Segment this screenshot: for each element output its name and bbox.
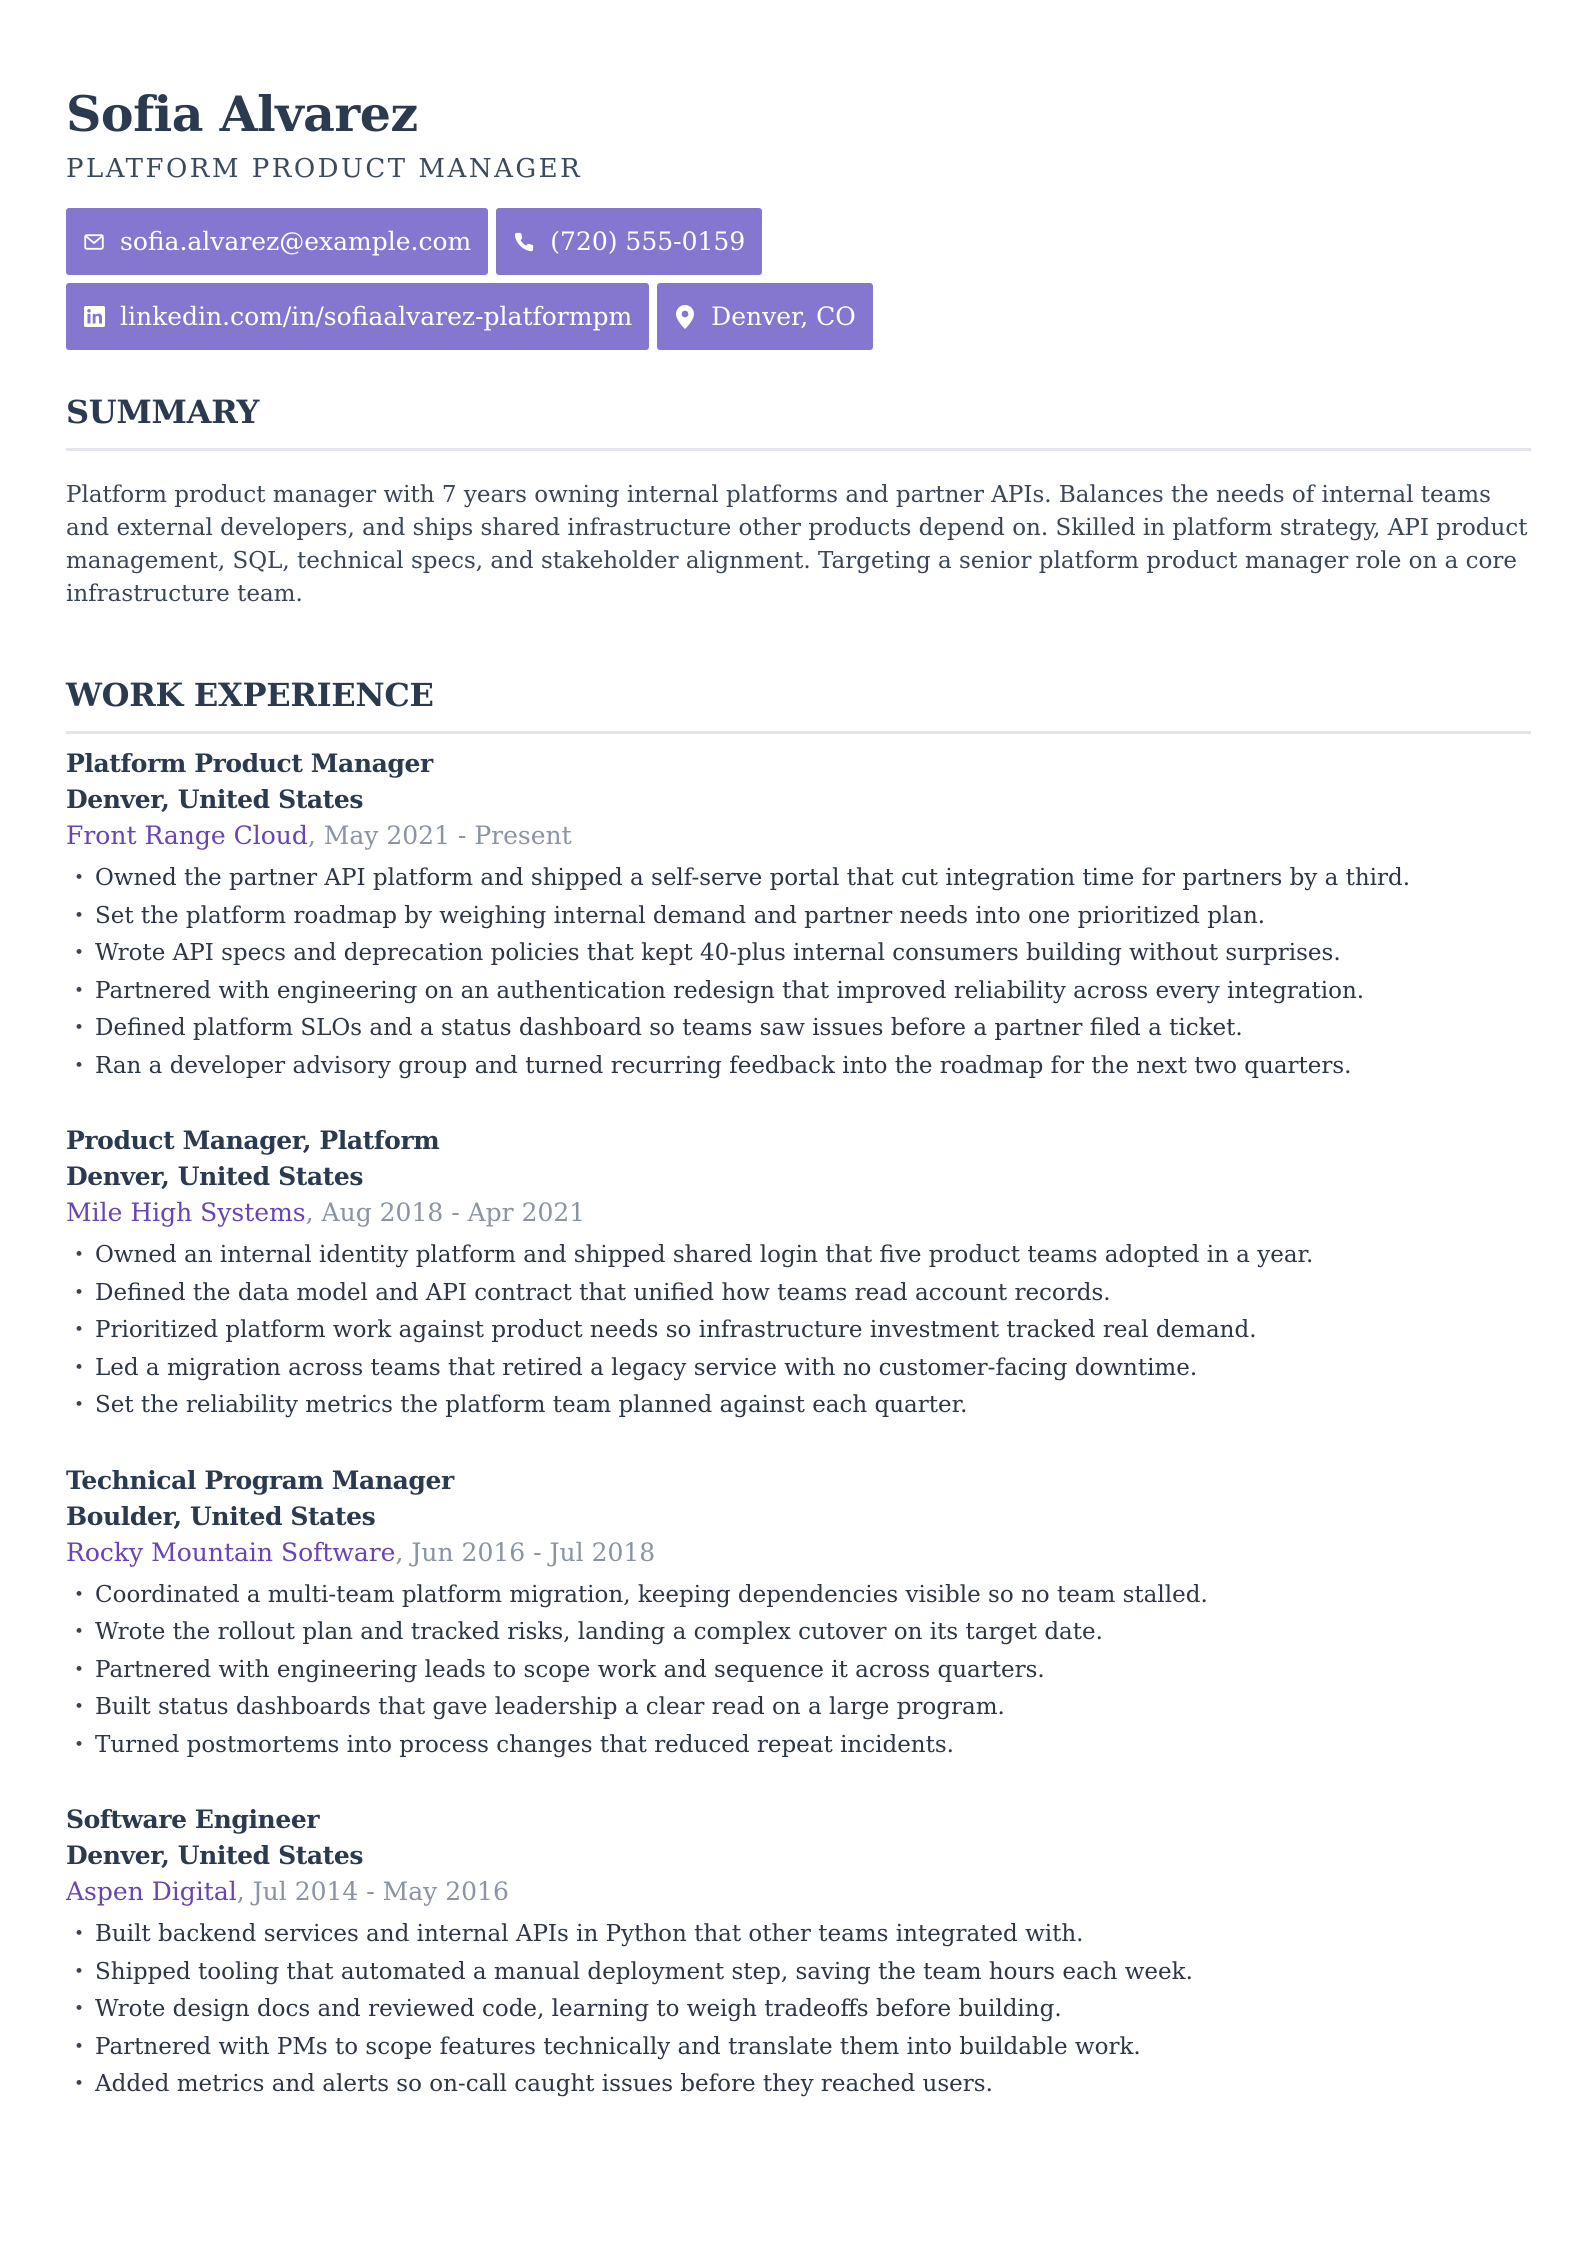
candidate-name: Sofia Alvarez bbox=[66, 85, 418, 143]
job-bullets bbox=[66, 1237, 1531, 1425]
bullet-item: • Turned postmortems into process changes that reduced repeat incidents. bbox=[66, 1727, 1531, 1765]
bullet-item: • Coordinated a multi-team platform migration, keeping dependencies visible so no team stalled. bbox=[66, 1577, 1531, 1615]
summary-section bbox=[66, 390, 1531, 611]
location-text: Denver, CO bbox=[711, 302, 856, 331]
section-title: WORK EXPERIENCE bbox=[66, 676, 434, 714]
bullet-item: • Prioritized platform work against product needs so infrastructure investment tracked real demand. bbox=[66, 1312, 1531, 1350]
bullet-item: • Partnered with engineering leads to scope work and sequence it across quarters. bbox=[66, 1652, 1531, 1690]
job-title: Platform Product Manager bbox=[66, 749, 433, 778]
section-divider bbox=[66, 448, 1531, 451]
experience-section bbox=[66, 673, 1531, 2104]
contact-list bbox=[66, 208, 1531, 350]
job-dates: Jun 2016 - Jul 2018 bbox=[411, 1537, 656, 1567]
location-pin-icon bbox=[673, 305, 697, 329]
job-entry bbox=[66, 1802, 1531, 2104]
candidate-headline: PLATFORM PRODUCT MANAGER bbox=[66, 154, 583, 184]
summary-text: Platform product manager with 7 years owning internal platforms and partner APIs. Balances the needs of internal teams and external developers, and ships shared infrastructure other products depend on. Skilled in platform strategy, API product management, SQL, technical specs, and stakeholder alignment. Targeting a senior platform product manager role on a core infrastructure team. bbox=[66, 482, 1528, 607]
contact-row bbox=[66, 283, 1531, 350]
job-dates: May 2021 - Present bbox=[323, 821, 572, 850]
job-dates: Aug 2018 - Apr 2021 bbox=[321, 1198, 586, 1227]
job-meta: Front Range Cloud, May 2021 - Present bbox=[66, 821, 572, 850]
bullet-item: • Wrote API specs and deprecation policies that kept 40-plus internal consumers building without surprises. bbox=[66, 935, 1531, 973]
job-entry bbox=[66, 1123, 1531, 1425]
bullet-item: • Defined the data model and API contract that unified how teams read account records. bbox=[66, 1275, 1531, 1313]
bullet-item: • Shipped tooling that automated a manual deployment step, saving the team hours each week. bbox=[66, 1954, 1531, 1992]
job-location: Denver, United States bbox=[66, 785, 363, 814]
job-title: Product Manager, Platform bbox=[66, 1126, 440, 1155]
bullet-item: • Ran a developer advisory group and turned recurring feedback into the roadmap for the next two quarters. bbox=[66, 1048, 1531, 1086]
job-entry bbox=[66, 1463, 1531, 1765]
job-dates: Jul 2014 - May 2016 bbox=[252, 1877, 509, 1906]
linkedin-chip[interactable] bbox=[66, 283, 649, 350]
bullet-item: • Wrote the rollout plan and tracked risks, landing a complex cutover on its target date. bbox=[66, 1614, 1531, 1652]
phone-chip[interactable] bbox=[496, 208, 762, 275]
job-title: Software Engineer bbox=[66, 1805, 320, 1834]
contact-row bbox=[66, 208, 1531, 275]
bullet-item: • Built backend services and internal APIs in Python that other teams integrated with. bbox=[66, 1916, 1531, 1954]
company-name: Front Range Cloud bbox=[66, 821, 308, 850]
job-bullets bbox=[66, 1916, 1531, 2104]
bullet-item: • Set the reliability metrics the platform team planned against each quarter. bbox=[66, 1387, 1531, 1425]
bullet-item: • Built status dashboards that gave leadership a clear read on a large program. bbox=[66, 1689, 1531, 1727]
bullet-item: • Set the platform roadmap by weighing internal demand and partner needs into one prioritized plan. bbox=[66, 898, 1531, 936]
job-meta: Aspen Digital, Jul 2014 - May 2016 bbox=[66, 1877, 509, 1906]
job-meta: Mile High Systems, Aug 2018 - Apr 2021 bbox=[66, 1198, 586, 1227]
email-text: sofia.alvarez@example.com bbox=[120, 227, 472, 256]
job-location: Denver, United States bbox=[66, 1841, 363, 1870]
phone-icon bbox=[512, 230, 536, 254]
envelope-icon bbox=[82, 230, 106, 254]
bullet-item: • Added metrics and alerts so on-call caught issues before they reached users. bbox=[66, 2066, 1531, 2104]
bullet-item: • Led a migration across teams that retired a legacy service with no customer-facing downtime. bbox=[66, 1350, 1531, 1388]
linkedin-icon bbox=[82, 305, 106, 329]
bullet-item: • Defined platform SLOs and a status dashboard so teams saw issues before a partner filed a ticket. bbox=[66, 1010, 1531, 1048]
job-location: Boulder, United States bbox=[66, 1501, 376, 1531]
email-chip[interactable] bbox=[66, 208, 488, 275]
bullet-item: • Owned an internal identity platform and shipped shared login that five product teams adopted in a year. bbox=[66, 1237, 1531, 1275]
bullet-item: • Wrote design docs and reviewed code, learning to weigh tradeoffs before building. bbox=[66, 1991, 1531, 2029]
company-name: Aspen Digital bbox=[66, 1877, 237, 1906]
company-name: Rocky Mountain Software bbox=[66, 1537, 396, 1567]
job-meta: Rocky Mountain Software, Jun 2016 - Jul 2018 bbox=[66, 1537, 656, 1567]
bullet-item: • Partnered with PMs to scope features technically and translate them into buildable work. bbox=[66, 2029, 1531, 2067]
location-chip[interactable] bbox=[657, 283, 873, 350]
job-entry bbox=[66, 746, 1531, 1085]
job-title: Technical Program Manager bbox=[66, 1465, 454, 1495]
section-title: SUMMARY bbox=[66, 393, 260, 431]
phone-text: (720) 555-0159 bbox=[550, 227, 746, 256]
section-divider bbox=[66, 731, 1531, 734]
bullet-item: • Partnered with engineering on an authentication redesign that improved reliability across every integration. bbox=[66, 973, 1531, 1011]
linkedin-text: linkedin.com/in/sofiaalvarez-platformpm bbox=[120, 302, 633, 331]
job-bullets bbox=[66, 860, 1531, 1085]
job-bullets bbox=[66, 1577, 1531, 1765]
job-location: Denver, United States bbox=[66, 1162, 363, 1191]
bullet-item: • Owned the partner API platform and shipped a self-serve portal that cut integration time for partners by a third. bbox=[66, 860, 1531, 898]
company-name: Mile High Systems bbox=[66, 1198, 306, 1227]
